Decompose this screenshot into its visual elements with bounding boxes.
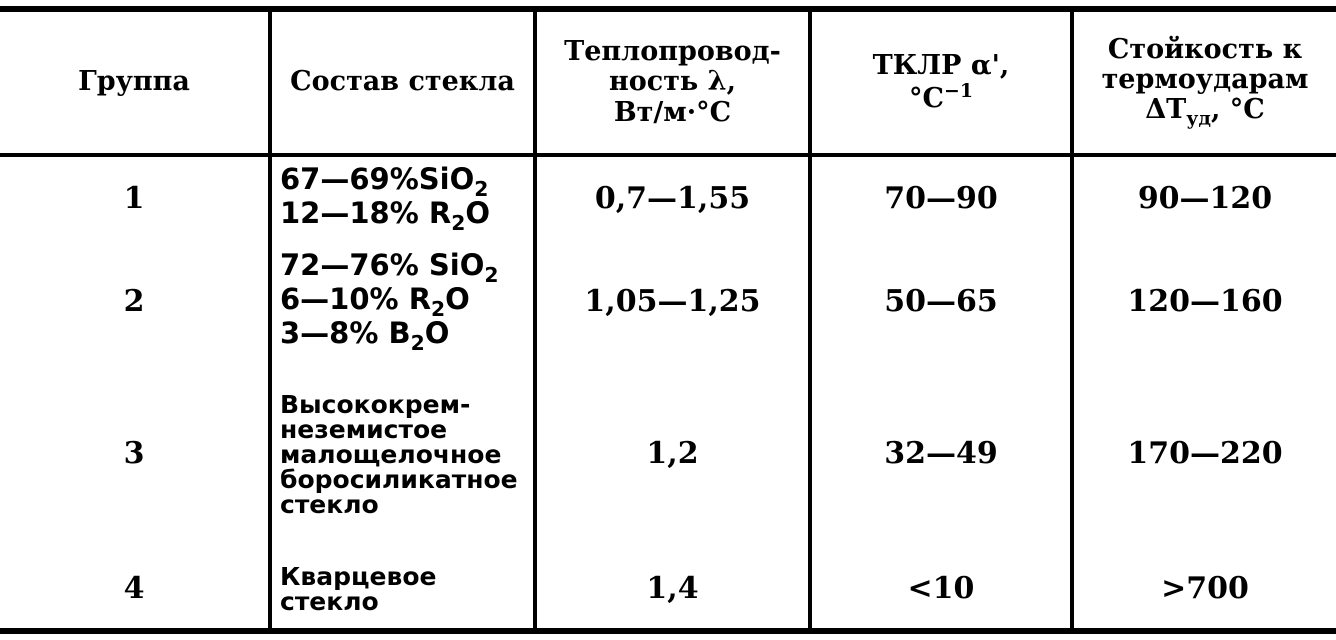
cell-value: 120—160 [1127,284,1283,320]
composition-line: Кварцевое [280,562,437,591]
header-resistance-line3 [1102,95,1309,130]
row3-resistance [1074,364,1336,544]
cell-value: 1,05—1,25 [584,284,761,320]
cell-value: >700 [1161,571,1249,607]
cell-value: 3 [123,436,145,472]
composition-text: 12—18% R [280,196,452,230]
row2-group [0,246,268,358]
cell-value: 1 [123,181,145,217]
header-resistance-line2: термоударам [1101,64,1309,96]
table-header-rule [0,153,1336,157]
cell-value: 4 [123,571,145,607]
header-resistance [1074,12,1336,153]
header-tklr-line2 [873,81,1010,114]
composition-subscript: 2 [451,210,466,235]
composition-line: малощелочное [280,439,502,469]
cell-value: <10 [907,571,975,607]
cell-value: 1,2 [646,436,699,472]
header-conductivity-line3: Вт/м·°С [613,96,732,128]
row1-resistance [1074,160,1336,238]
cell-value: 1,4 [646,571,699,607]
cell-value: 2 [123,284,145,320]
header-resistance-subscript: уд [1186,107,1211,130]
header-conductivity [537,12,808,153]
row3-composition [272,364,533,544]
row4-composition [272,552,533,626]
composition-text: 72—76% SiO [280,247,485,282]
composition-line: неземистое [280,414,448,444]
composition-text: 6—10% R [280,281,432,316]
cell-value: 170—220 [1127,436,1283,472]
header-resistance-unit: , °С [1210,94,1265,126]
row2-resistance [1074,246,1336,358]
row2-tklr [812,246,1070,358]
composition-line: боросиликатное [280,464,518,494]
header-conductivity-line2: ность λ, [608,66,736,98]
row2-conductivity [537,246,808,358]
row1-composition [272,160,533,238]
cell-value: 32—49 [884,436,998,472]
header-tklr [812,12,1070,153]
composition-line: стекло [280,489,379,519]
composition-line [280,316,498,355]
row4-resistance [1074,552,1336,626]
cell-value: 0,7—1,55 [594,181,751,217]
row1-conductivity [537,160,808,238]
cell-value: 50—65 [884,284,998,320]
composition-text: O [445,281,470,316]
composition-subscript: 2 [474,176,489,201]
header-composition [272,12,533,153]
row1-group [0,160,268,238]
cell-value: 70—90 [884,181,998,217]
composition-line [280,196,490,235]
composition-line: стекло [280,587,379,616]
header-tklr-line1: ТКЛР α', [872,49,1010,81]
header-composition-label: Состав стекла [290,66,515,98]
composition-line: Высококрем- [280,389,471,419]
composition-text: O [424,316,450,351]
row4-conductivity [537,552,808,626]
header-resistance-symbol: ΔT [1145,94,1187,126]
header-group-label: Группа [78,66,190,98]
composition-subscript: 2 [484,262,499,287]
row3-conductivity [537,364,808,544]
header-tklr-unit: °С [909,83,944,114]
composition-line [280,281,498,321]
composition-line [280,247,499,287]
composition-line [280,161,490,201]
row3-group [0,364,268,544]
composition-subscript: 2 [410,330,425,355]
header-group [0,12,268,153]
table-bottom-rule [0,628,1336,634]
composition-text: O [465,196,490,230]
cell-value: 90—120 [1137,181,1273,217]
header-tklr-exponent: −1 [944,80,973,102]
composition-subscript: 2 [431,296,446,321]
header-resistance-line1: Стойкость к [1107,33,1303,65]
composition-text: 67—69%SiO [280,161,475,196]
header-conductivity-line1: Теплопровод- [564,36,781,68]
row3-tklr [812,364,1070,544]
row4-group [0,552,268,626]
row2-composition [272,246,533,358]
composition-text: 3—8% B [280,316,411,351]
row1-tklr [812,160,1070,238]
row4-tklr [812,552,1070,626]
